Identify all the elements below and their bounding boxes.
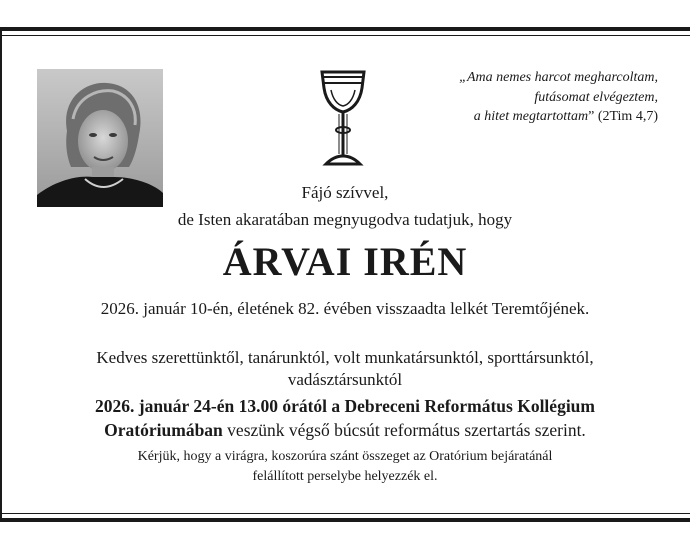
request-line-1: Kérjük, hogy a virágra, koszorúra szánt összeget az Oratórium bejáratánál — [137, 449, 553, 464]
chalice-icon — [318, 68, 368, 168]
request-line-2: felállított perselybe helyezzék el. — [252, 469, 438, 484]
service-line-2-rest: veszünk végső búcsút református szertartás szerint. — [222, 420, 586, 440]
intro-line-2: de Isten akaratában megnyugodva tudatjuk, hogy — [177, 210, 513, 229]
quote-line-1: „Ama nemes harcot megharcoltam, — [459, 70, 658, 85]
intro-line-1: Fájó szívvel, — [301, 183, 389, 202]
deceased-name: ÁRVAI IRÉN — [222, 239, 468, 284]
service-line-1: 2026. január 24-én 13.00 órától a Debreceni Református Kollégium — [95, 396, 595, 416]
service-venue: Oratóriumában — [104, 420, 223, 440]
bottom-border-thin — [0, 513, 690, 514]
service-line-2 — [0, 420, 690, 441]
farewell-line-2: vadásztársunktól — [287, 370, 403, 389]
top-border-thick — [0, 27, 690, 31]
top-border-thin — [0, 35, 690, 36]
quote-reference: ” (2Tim 4,7) — [588, 109, 658, 124]
bottom-border-thick — [0, 518, 690, 522]
bible-quote — [398, 68, 658, 127]
quote-line-2: futásomat elvégeztem, — [534, 89, 658, 105]
death-notice: 2026. január 10-én, életének 82. évében visszaadta lelkét Teremtőjének. — [100, 299, 590, 318]
farewell-line-1: Kedves szerettünktől, tanárunktól, volt munkatársunktól, sporttársunktól, — [96, 348, 594, 367]
quote-line-3: a hitet megtartottam — [473, 109, 589, 124]
